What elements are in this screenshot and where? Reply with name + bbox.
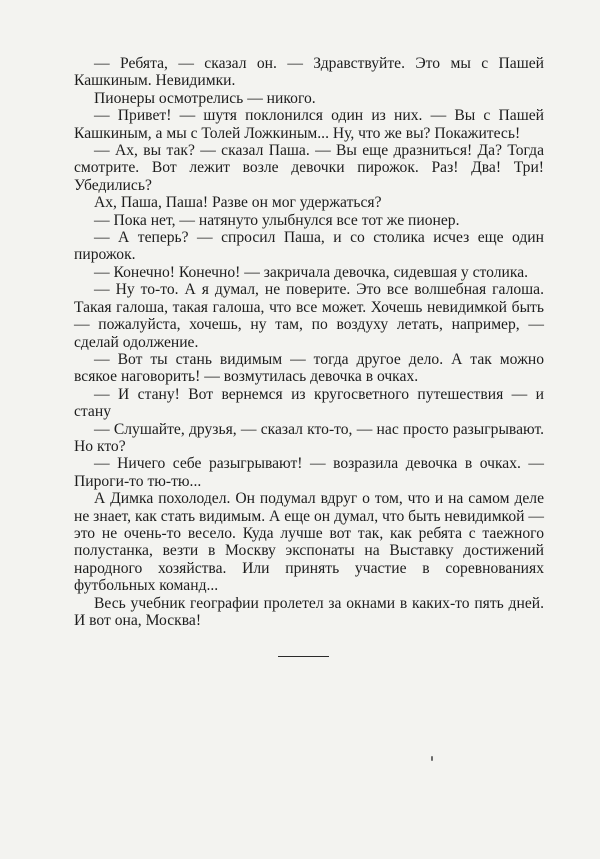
paragraph-4: — Ах, вы так? — сказал Паша. — Вы еще дразниться! Да? Тогда смотрите. Вот лежит возле девочки пирожок. Раз! Два! Три! Убедились? xyxy=(74,142,544,194)
paragraph-3: — Привет! — шутя поклонился один из них. — Вы с Пашей Кашкиным, а мы с Толей Ложкиным... Ну, что же вы? Покажитесь! xyxy=(74,107,544,142)
print-speck xyxy=(431,756,433,761)
paragraph-14: А Димка похолодел. Он подумал вдруг о том, что и на самом деле не знает, как стать видимым. А еще он думал, что быть невидимкой — это не очень-то весело. Куда лучше вот так, как ребята с таежного полустанка, везти в Москву экспонаты на Выставку достижений народного хозяйства. Или принять участие в соревнованиях футбольных команд... xyxy=(74,490,544,595)
paragraph-13: — Ничего себе разыгрывают! — возразила девочка в очках. — Пироги-то тю-тю... xyxy=(74,455,544,490)
paragraph-11: — И стану! Вот вернемся из кругосветного путешествия — и стану xyxy=(74,385,544,421)
paragraph-1: — Ребята, — сказал он. — Здравствуйте. Это мы с Пашей Кашкиным. Невидимки. xyxy=(74,55,544,90)
section-divider xyxy=(278,656,329,657)
main-text xyxy=(74,55,544,629)
paragraph-10: — Вот ты стань видимым — тогда другое дело. А так можно всякое наговорить! — возмутилась девочка в очках. xyxy=(74,350,544,386)
paragraph-5: Ах, Паша, Паша! Разве он мог удержаться? xyxy=(94,194,382,212)
paragraph-6: — Пока нет, — натянуто улыбнулся все тот же пионер. xyxy=(94,211,460,229)
paragraph-12: — Слушайте, друзья, — сказал кто-то, — нас просто разыгрывают. Но кто? xyxy=(74,420,544,455)
paragraph-8: — Конечно! Конечно! — закричала девочка, сидевшая у столика. xyxy=(94,263,529,281)
paragraph-7: — А теперь? — спросил Паша, и со столика исчез еще один пирожок. xyxy=(74,229,544,264)
paragraph-9: — Ну то-то. А я думал, не поверите. Это все волшебная галоша. Такая галоша, такая галоша, что все может. Хочешь невидимкой быть — пожалуйста, хочешь, ну там, по воздуху летать, например, — сделай одолжение. xyxy=(74,281,544,351)
paragraph-15: Весь учебник географии пролетел за окнами в каких-то пять дней. И вот она, Москва! xyxy=(74,594,544,629)
paragraph-2: Пионеры осмотрелись — никого. xyxy=(94,89,316,107)
